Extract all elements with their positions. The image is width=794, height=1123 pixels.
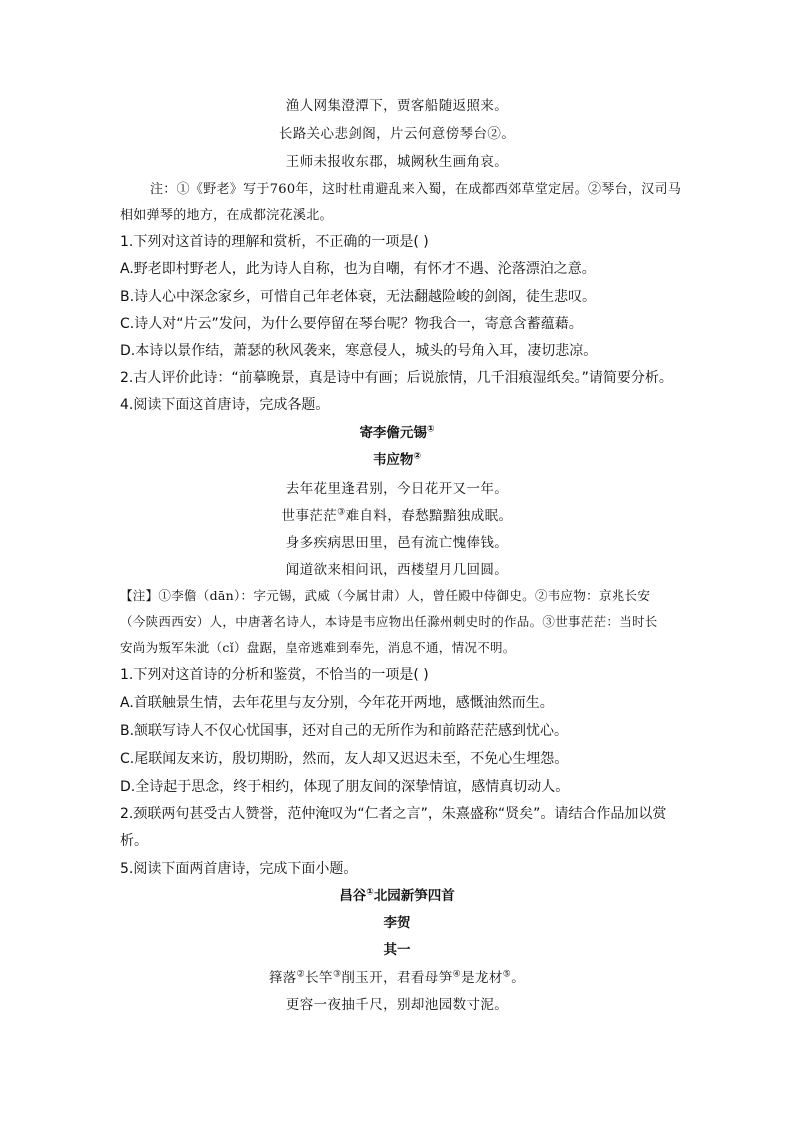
poem2-question-1: 1.下列对这首诗的分析和鉴赏，不恰当的一项是( ) <box>120 667 429 683</box>
poem3-title-a: 昌谷 <box>339 888 367 904</box>
poem1-line-5: 渔人网集澄潭下，贾客船随返照来。 <box>285 98 509 114</box>
poem2-line-1: 去年花里逢君别，今日花开又一年。 <box>285 481 509 497</box>
poem2-author-footnote: ② <box>413 451 422 462</box>
poem2-option-c: C.尾联闻友来访，殷切期盼，然而，友人却又迟迟未至，不免心生埋怨。 <box>120 751 569 767</box>
poem3-title-b: 北园新笋四首 <box>373 888 455 904</box>
poem3-line-1-part: 箨落 <box>268 970 297 986</box>
poem3-line-1-part: 。 <box>511 970 526 986</box>
poem3-author: 李贺 <box>383 915 411 931</box>
poem2-line-2-footnote: ③ <box>337 507 346 518</box>
poem3-footnote-5: ⑤ <box>502 969 512 980</box>
poem2-option-d: D.全诗起于思念，终于相约，体现了朋友间的深挚情谊，感情真切动人。 <box>120 779 570 795</box>
poem3-subtitle: 其一 <box>383 942 411 958</box>
poem2-question-2-line-2: 析。 <box>120 833 148 849</box>
poem1-question-1: 1.下列对这首诗的理解和赏析，不正确的一项是( ) <box>120 234 429 250</box>
poem1-option-b: B.诗人心中深念家乡，可惜自己年老体衰，无法翻越险峻的剑阁，徒生悲叹。 <box>120 289 597 305</box>
poem2-author <box>0 450 794 470</box>
poem2-note-line-1: 【注】①李儋（dān）：字元锡，武威（今属甘肃）人，曾任殿中侍御史。②韦应物：京兆长安 <box>120 588 651 603</box>
poem2-line-2 <box>0 506 794 526</box>
poem2-line-4: 闻道欲来相问讯，西楼望月几回圆。 <box>285 562 509 578</box>
poem1-line-7: 王师未报收东郡，城阙秋生画角哀。 <box>285 154 509 170</box>
poem3-line-2: 更容一夜抽千尺，别却池园数寸泥。 <box>285 997 509 1013</box>
poem2-option-a: A.首联触景生情，去年花里与友分别，今年花开两地，感慨油然而生。 <box>120 695 554 711</box>
poem3-line-1 <box>0 968 794 988</box>
poem2-line-2-b: 难自料，春愁黯黯独成眠。 <box>345 508 513 524</box>
poem1-note-line-1: 注：①《野老》写于760年，这时杜甫避乱来入蜀，在成都西郊草堂定居。②琴台，汉司马 <box>150 182 682 197</box>
poem2-title <box>0 423 794 443</box>
poem2-note-line-2: （今陕西西安）人，中唐著名诗人，本诗是韦应物出任滁州刺史时的作品。③世事茫茫：当时长 <box>120 614 658 629</box>
section5-intro: 5.阅读下面两首唐诗，完成下面小题。 <box>120 861 358 877</box>
poem3-line-1-part: 是龙材 <box>461 970 503 986</box>
section4-intro: 4.阅读下面这首唐诗，完成各题。 <box>120 397 330 413</box>
poem1-option-c: C.诗人对“片云”发问，为什么要停留在琴台呢？物我合一，寄意含蓄蕴藉。 <box>120 316 583 332</box>
poem3-footnote-2: ② <box>296 969 306 980</box>
poem1-question-2: 2.古人评价此诗：“前摹晚景，真是诗中有画；后说旅情，几千泪痕湿纸矣。”请简要分析。 <box>120 370 673 386</box>
poem2-title-footnote: ① <box>426 424 435 435</box>
poem2-option-b: B.颔联写诗人不仅心忧国事，还对自己的无所作为和前路茫茫感到忧心。 <box>120 723 569 739</box>
poem2-line-2-a: 世事茫茫 <box>281 508 338 524</box>
poem3-line-1-part: 长竿 <box>305 970 333 986</box>
poem2-author-text: 韦应物 <box>372 452 414 468</box>
poem2-note-line-3: 安尚为叛军朱泚（cǐ）盘踞，皇帝逃难到奉先，消息不通，情况不明。 <box>120 640 516 655</box>
poem1-note-line-2: 相如弹琴的地方，在成都浣花溪北。 <box>120 208 333 223</box>
poem1-line-6: 长路关心悲剑阁，片云何意傍琴台②。 <box>278 126 516 142</box>
poem2-line-3: 身多疾病思田里，邑有流亡愧俸钱。 <box>285 535 509 551</box>
poem3-title-footnote: ① <box>366 887 374 898</box>
poem3-footnote-4: ④ <box>452 969 462 980</box>
poem2-title-text: 寄李儋元锡 <box>359 425 427 441</box>
poem2-question-2-line-1: 2.颈联两句甚受古人赞誉，范仲淹叹为“仁者之言”，朱熹盛称“贤矣”。请结合作品加以赏 <box>120 806 667 822</box>
poem1-option-d: D.本诗以景作结，萧瑟的秋风袭来，寒意侵人，城头的号角入耳，凄切悲凉。 <box>120 343 598 359</box>
poem3-footnote-3: ③ <box>332 969 342 980</box>
poem1-option-a: A.野老即村野老人，此为诗人自称，也为自嘲，有怀才不遇、沦落漂泊之意。 <box>120 261 596 277</box>
poem3-title <box>0 886 794 906</box>
poem3-line-1-part: 削玉开，君看母笋 <box>341 970 453 986</box>
